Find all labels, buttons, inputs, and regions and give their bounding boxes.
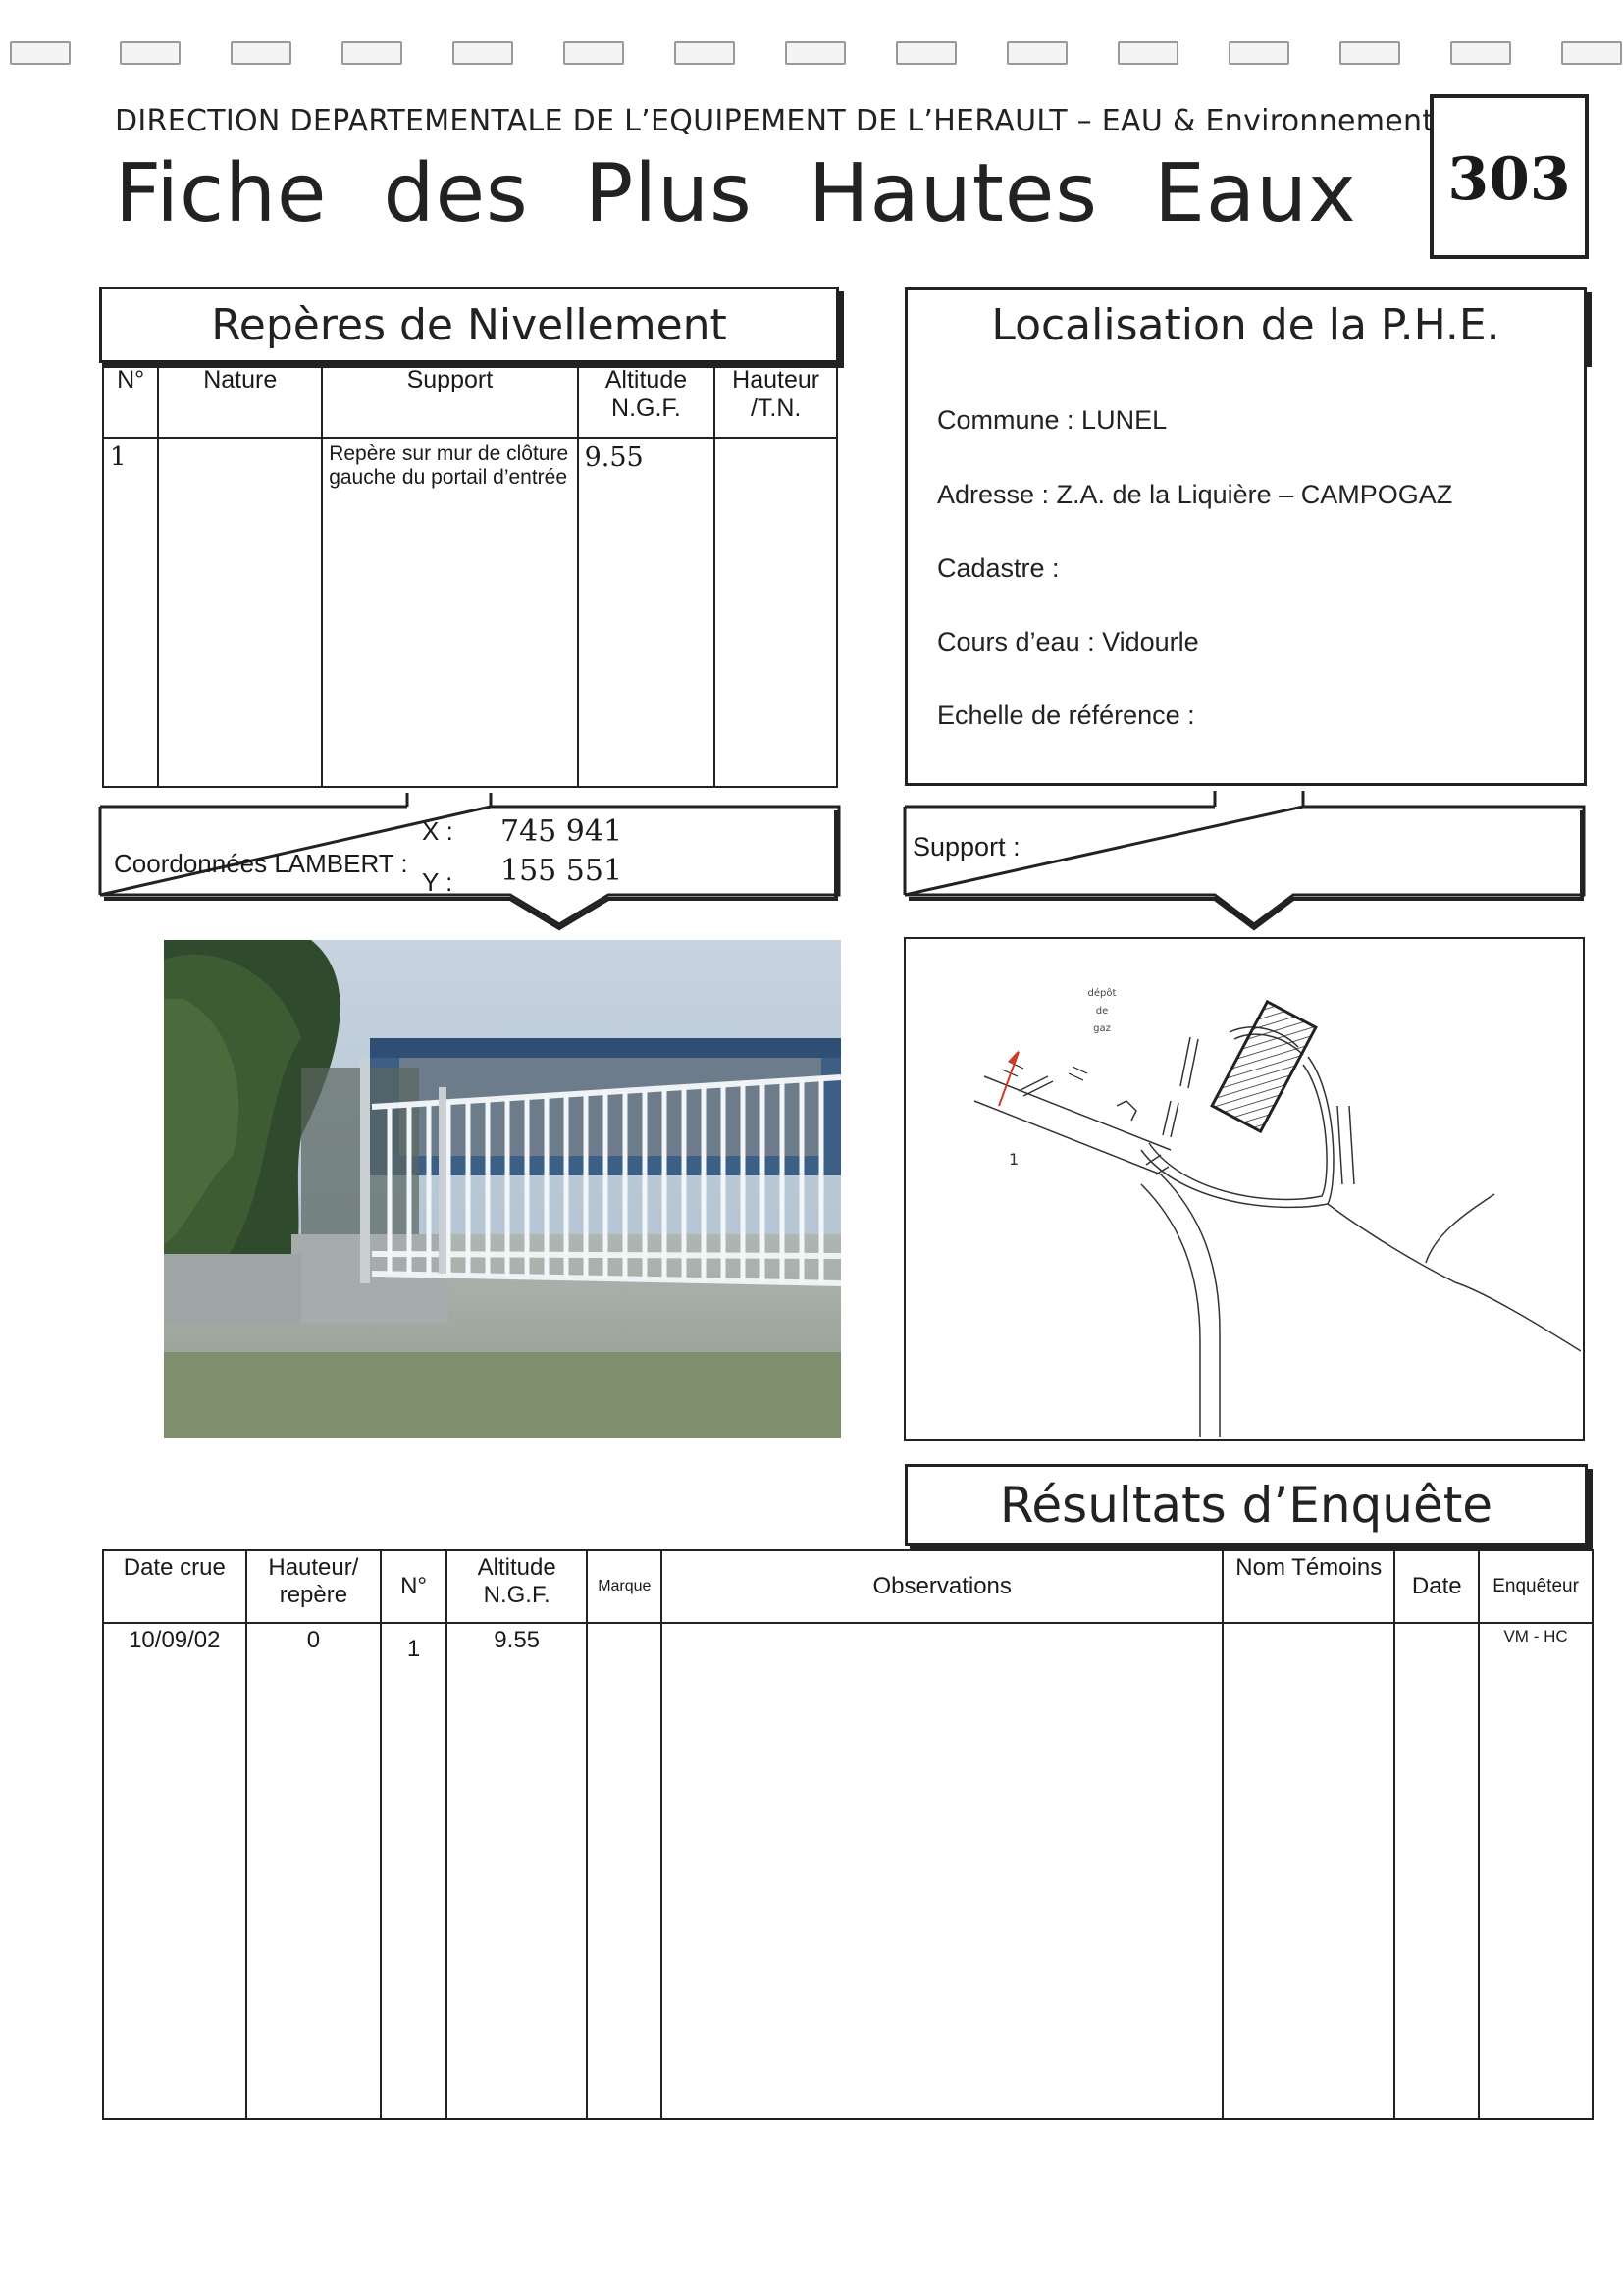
lambert-x-value: 745 941 xyxy=(500,814,623,849)
map-deposit-label xyxy=(1088,987,1117,1034)
cell-date-crue: 10/09/02 xyxy=(103,1623,246,2119)
reperes-title: Repères de Nivellement xyxy=(99,287,839,363)
col-observations: Observations xyxy=(661,1550,1223,1623)
table-row xyxy=(103,1623,1593,2119)
reperes-table xyxy=(102,360,838,788)
cell-temoins xyxy=(1223,1623,1394,2119)
col-altitude: Altitude N.G.F. xyxy=(578,361,715,438)
map-label-line1: dépôt xyxy=(1087,988,1117,999)
cell-altitude: 9.55 xyxy=(578,438,715,787)
cell-nature xyxy=(158,438,322,787)
table-row xyxy=(103,438,837,787)
map-marker-label: 1 xyxy=(1009,1150,1020,1169)
col-nature: Nature xyxy=(158,361,322,438)
cell-num: 1 xyxy=(103,438,158,787)
adresse-field: Adresse : Z.A. de la Liquière – CAMPOGAZ xyxy=(937,480,1453,509)
map-label-line2: de xyxy=(1095,1006,1109,1017)
col-nom-temoins: Nom Témoins xyxy=(1223,1550,1394,1623)
col-date-crue: Date crue xyxy=(103,1550,246,1623)
commune-field: Commune : LUNEL xyxy=(937,405,1168,435)
col-altitude: Altitude N.G.F. xyxy=(446,1550,587,1623)
lambert-y-label: Y : xyxy=(422,867,453,897)
resultats-title: Résultats d’Enquête xyxy=(905,1464,1588,1546)
col-enqueteur: Enquêteur xyxy=(1479,1550,1593,1623)
cadastre-field: Cadastre : xyxy=(937,553,1060,583)
support-label: Support : xyxy=(913,832,1021,861)
echelle-field: Echelle de référence : xyxy=(937,701,1195,730)
col-support: Support xyxy=(322,361,577,438)
binder-holes xyxy=(0,41,1623,65)
col-num: N° xyxy=(103,361,158,438)
cell-observations xyxy=(661,1623,1223,2119)
agency-header: DIRECTION DEPARTEMENTALE DE L’EQUIPEMENT DE L’HERAULT – EAU & Environnement xyxy=(115,104,1435,138)
col-hauteur-repere: Hauteur/ repère xyxy=(246,1550,382,1623)
map-label-line3: gaz xyxy=(1093,1023,1111,1034)
cell-support: Repère sur mur de clôture gauche du portail d’entrée xyxy=(322,438,577,787)
cell-marque xyxy=(587,1623,661,2119)
cell-hauteur: 0 xyxy=(246,1623,382,2119)
col-date: Date xyxy=(1394,1550,1479,1623)
lambert-y-value: 155 551 xyxy=(500,854,623,888)
cell-altitude: 9.55 xyxy=(446,1623,587,2119)
cell-enqueteur: VM - HC xyxy=(1479,1623,1593,2119)
lambert-label: Coordonnées LAMBERT : xyxy=(114,849,408,878)
lambert-x-label: X : xyxy=(422,816,453,846)
resultats-table xyxy=(102,1549,1594,2120)
col-marque: Marque xyxy=(587,1550,661,1623)
localisation-title: Localisation de la P.H.E. xyxy=(905,287,1587,362)
col-hauteur: Hauteur /T.N. xyxy=(714,361,837,438)
site-map xyxy=(906,939,1581,1437)
cell-date xyxy=(1394,1623,1479,2119)
site-photo xyxy=(164,940,841,1438)
support-frame xyxy=(901,785,1588,942)
cours-eau-field: Cours d’eau : Vidourle xyxy=(937,627,1199,656)
col-num: N° xyxy=(381,1550,446,1623)
sheet-number: 303 xyxy=(1447,145,1571,214)
cell-num: 1 xyxy=(381,1623,446,2119)
page-title: Fiche des Plus Hautes Eaux xyxy=(115,147,1357,240)
sheet-number-box xyxy=(1430,94,1589,259)
cell-hauteur xyxy=(714,438,837,787)
